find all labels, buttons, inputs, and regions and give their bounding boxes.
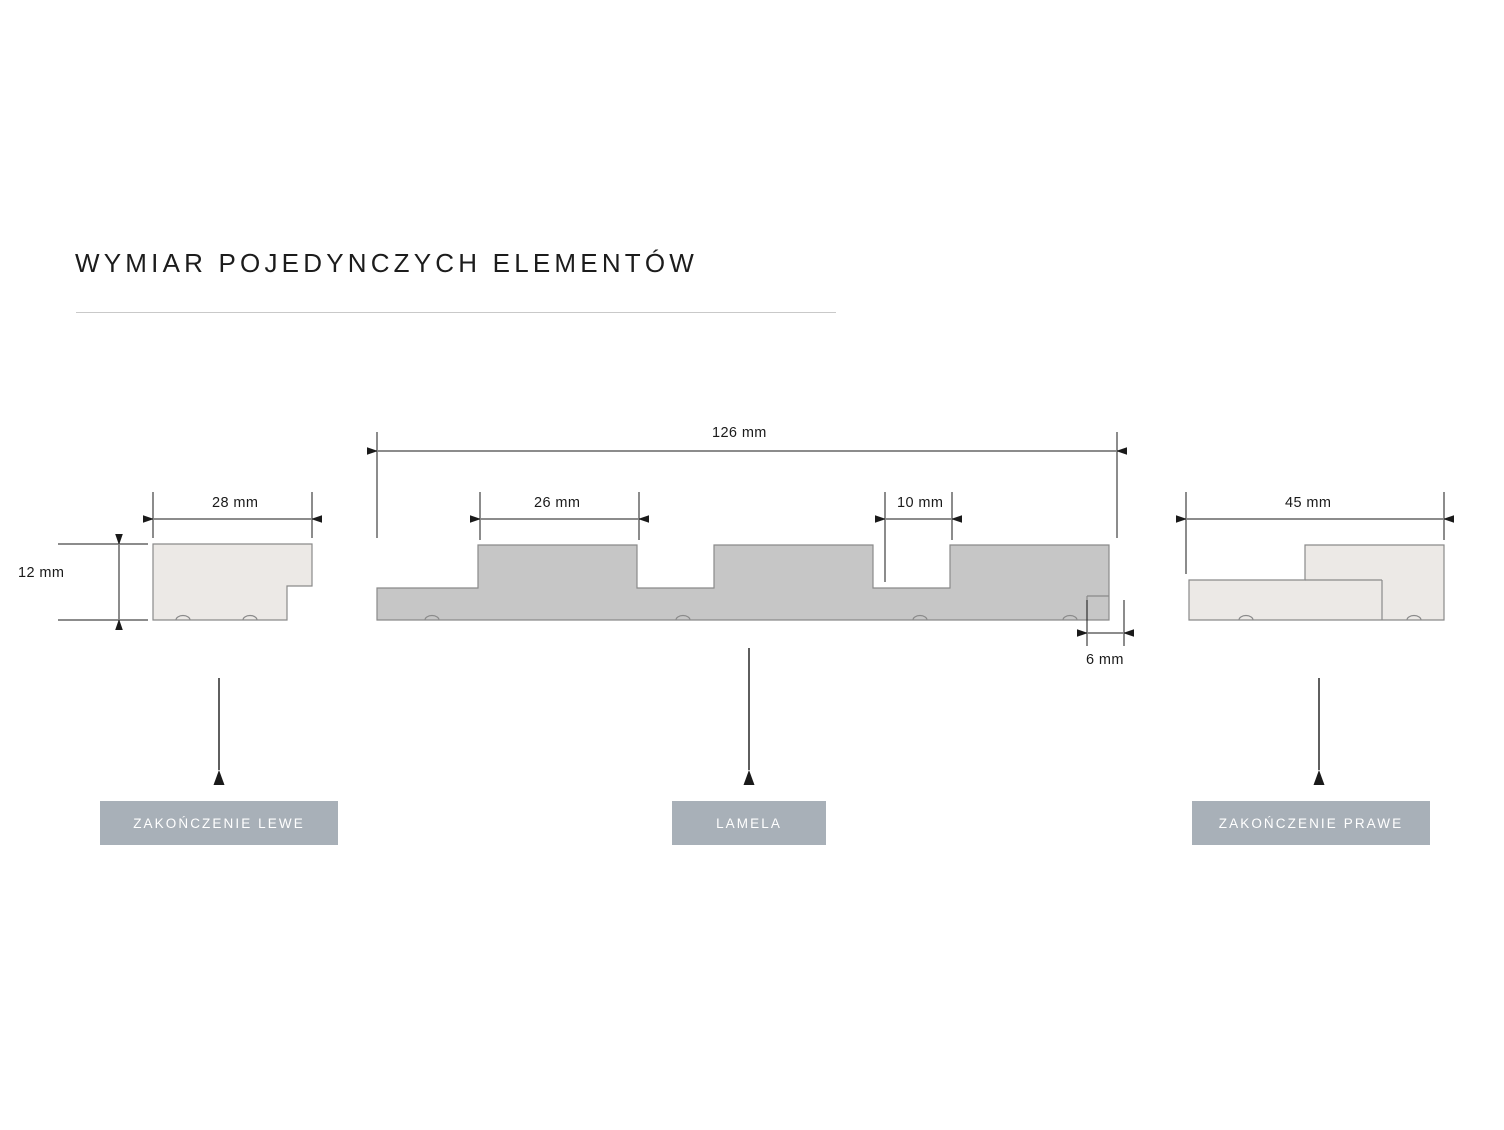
page-title: WYMIAR POJEDYNCZYCH ELEMENTÓW	[75, 248, 699, 278]
part-label-middle: LAMELA	[672, 801, 826, 845]
dimension-total-width	[377, 432, 1117, 538]
dimension-label-rib-width: 26 mm	[534, 495, 581, 511]
dimension-label-depth: 6 mm	[1086, 652, 1124, 668]
part-right-profile	[1189, 545, 1444, 620]
part-label-left: ZAKOŃCZENIE LEWE	[100, 801, 338, 845]
dimension-label-right-width: 45 mm	[1285, 495, 1332, 511]
dimension-label-total-width: 126 mm	[712, 425, 767, 441]
dimension-label-gap-width: 10 mm	[897, 495, 944, 511]
dimension-label-left-width: 28 mm	[212, 495, 259, 511]
part-lamela-profile	[377, 545, 1109, 620]
dimension-label-left-height: 12 mm	[18, 565, 65, 581]
dimension-left-height	[58, 544, 148, 620]
part-label-right: ZAKOŃCZENIE PRAWE	[1192, 801, 1430, 845]
part-left-profile	[153, 544, 312, 620]
